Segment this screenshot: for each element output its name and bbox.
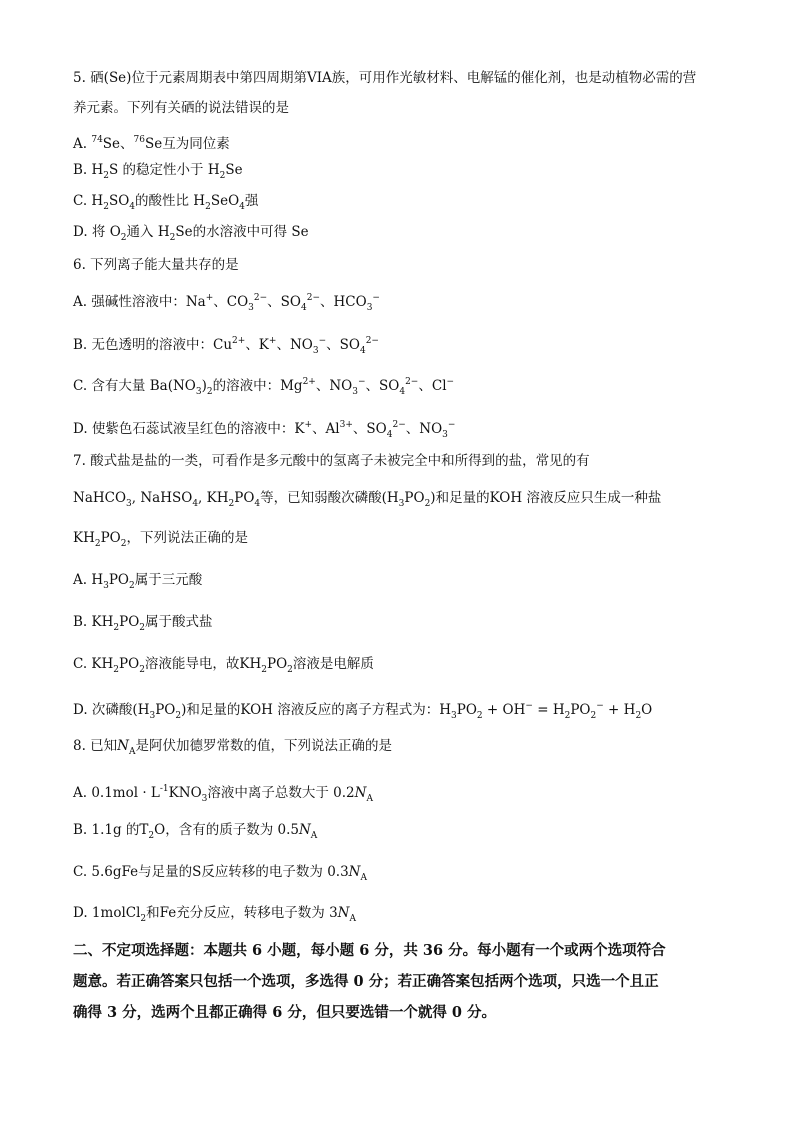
text-segment: Se、 (102, 136, 134, 152)
subscript: 2 (287, 665, 293, 675)
text-segment: A. 0.1mol · L (73, 785, 160, 801)
text-segment: 、Al (312, 421, 340, 437)
question-text-line (73, 373, 454, 401)
text-segment: 5. 硒(Se)位于元素周期表中第四周期第VIA族，可用作光敏材料、电解锰的催化剂，也是动植物必需的营 (73, 70, 697, 86)
subscript: 2 (120, 233, 127, 243)
text-segment: D. 使紫色石蕊试液呈红色的溶液中：K (73, 421, 305, 437)
text-segment: PO (404, 490, 425, 506)
superscript: 2− (365, 336, 379, 346)
question-text-line (73, 69, 696, 87)
text-segment: )和足量的KOH 溶液反应的离子方程式为：H (181, 702, 451, 718)
text-segment: 的溶液中：Mg (212, 378, 303, 394)
text-segment: PO (119, 656, 140, 672)
question-text-line (73, 416, 455, 444)
text-segment: B. H (73, 162, 104, 178)
superscript: -1 (159, 784, 169, 794)
question-text-line (73, 737, 392, 761)
section-instruction-line (73, 942, 666, 960)
text-segment: PO (108, 572, 129, 588)
question-text-line (73, 223, 309, 247)
text-segment: 强 (244, 193, 259, 209)
question-text-line (73, 332, 379, 360)
subscript: 2 (139, 623, 145, 633)
text-segment: N (337, 905, 350, 921)
subscript: 3 (451, 711, 457, 721)
text-segment: 和Fe充分反应，转移电子数为 3 (146, 905, 338, 921)
subscript: 4 (192, 499, 199, 509)
subscript: 3 (398, 499, 405, 509)
subscript: 3 (201, 794, 208, 804)
superscript: 2− (306, 293, 321, 303)
question-text-line (73, 161, 243, 185)
question-text-line (73, 192, 258, 216)
text-segment: S 的稳定性小于 H (109, 162, 220, 178)
question-text-line (73, 529, 248, 553)
text-segment: NaHCO (73, 490, 127, 506)
text-segment: 6. 下列离子能大量共存的是 (73, 257, 239, 273)
text-segment: C. H (73, 193, 104, 209)
subscript: 4 (239, 202, 245, 212)
subscript: 2 (120, 539, 127, 549)
subscript: 3 (103, 581, 109, 591)
superscript: + (205, 293, 214, 303)
superscript: 74 (91, 135, 103, 145)
subscript: 4 (301, 303, 307, 313)
question-text-line (73, 571, 202, 595)
text-segment: B. KH (73, 614, 114, 630)
superscript: 2+ (232, 336, 246, 346)
subscript: 2 (564, 711, 571, 721)
text-segment: 是阿伏加德罗常数的值，下列说法正确的是 (135, 738, 392, 754)
text-segment: O (641, 702, 653, 718)
subscript: A (310, 831, 318, 841)
text-segment: O，含有的质子数为 0.5 (154, 822, 299, 838)
text-segment: A. (73, 136, 92, 152)
superscript: − (357, 377, 366, 387)
subscript: 2 (228, 499, 235, 509)
question-text-line (73, 99, 289, 117)
subscript: 2 (424, 499, 431, 509)
text-segment: PO (267, 656, 288, 672)
text-segment: 属于三元酸 (134, 572, 203, 588)
subscript: 2 (139, 665, 145, 675)
subscript: 2 (169, 233, 176, 243)
subscript: A (128, 747, 136, 757)
text-segment: 养元素。下列有关硒的说法错误的是 (73, 100, 289, 116)
superscript: − (525, 701, 533, 711)
text-segment: 、Cl (418, 378, 447, 394)
subscript: 2 (476, 711, 483, 721)
question-text-line (73, 863, 367, 887)
subscript: 2 (206, 387, 213, 397)
subscript: 2 (635, 711, 642, 721)
text-segment: C. KH (73, 656, 114, 672)
text-segment: 8. 已知 (73, 738, 118, 754)
superscript: − (318, 336, 327, 346)
question-text-line (73, 697, 652, 725)
text-segment: 、HCO (320, 294, 367, 310)
text-segment: 、NO (276, 337, 313, 353)
subscript: 3 (149, 711, 156, 721)
text-segment: 属于酸式盐 (145, 614, 213, 630)
text-segment: PO (155, 702, 176, 718)
text-segment: 的酸性比 H (135, 193, 206, 209)
subscript: 2 (148, 831, 155, 841)
text-segment: D. 1molCl (73, 905, 141, 921)
text-segment: ，下列说法正确的是 (126, 530, 248, 546)
text-segment: 、NO (315, 378, 353, 394)
text-segment: N (354, 785, 367, 801)
subscript: A (349, 914, 356, 924)
subscript: 2 (175, 711, 182, 721)
text-segment: PO (570, 702, 591, 718)
text-segment: 溶液能导电，故KH (144, 656, 262, 672)
text-segment: B. 1.1g 的T (73, 822, 149, 838)
subscript: 3 (442, 430, 448, 440)
subscript: 2 (103, 171, 110, 181)
subscript: 4 (386, 430, 393, 440)
superscript: − (596, 701, 604, 711)
subscript: 2 (140, 914, 147, 924)
subscript: A (360, 873, 367, 883)
text-segment: C. 含有大量 Ba(NO (73, 378, 196, 394)
superscript: + (304, 420, 313, 430)
text-segment: = H (532, 702, 565, 718)
question-text-line (73, 655, 374, 679)
text-segment: 、CO (213, 294, 249, 310)
question-text-line (73, 452, 590, 470)
text-segment: PO (234, 490, 255, 506)
subscript: 2 (113, 623, 120, 633)
text-segment: 二、不定项选择题：本题共 6 小题，每小题 6 分，共 36 分。每小题有一个或两个选项符合 (73, 942, 666, 959)
subscript: 2 (113, 665, 120, 675)
superscript: − (447, 420, 456, 430)
text-segment: 溶液中离子总数大于 0.2 (207, 785, 355, 801)
text-segment: KNO (168, 785, 202, 801)
text-segment: + H (603, 702, 636, 718)
text-segment: PO (100, 530, 121, 546)
text-segment: 、SO (352, 421, 387, 437)
question-text-line (73, 613, 213, 637)
question-text-line (73, 489, 661, 513)
text-segment: N (117, 738, 129, 754)
text-segment: 等，已知弱酸次磷酸(H (260, 490, 399, 506)
text-segment: Se的水溶液中可得 Se (175, 224, 309, 240)
superscript: − (372, 293, 380, 303)
text-segment: , NaHSO (131, 490, 193, 506)
question-text-line (73, 131, 230, 153)
subscript: 2 (205, 202, 211, 212)
text-segment: A. 强碱性溶液中：Na (73, 294, 206, 310)
text-segment: )和足量的KOH 溶液反应只生成一种盐 (430, 490, 662, 506)
subscript: 4 (399, 387, 406, 397)
section-instruction-line (73, 973, 659, 991)
subscript: 2 (103, 202, 109, 212)
text-segment: KH (73, 530, 95, 546)
question-text-line (73, 904, 356, 928)
subscript: 2 (590, 711, 597, 721)
subscript: 2 (129, 581, 135, 591)
text-segment: 、SO (326, 337, 360, 353)
subscript: 2 (261, 665, 268, 675)
text-segment: 题意。若正确答案只包括一个选项，多选得 0 分；若正确答案包括两个选项，只选一个且正 (73, 973, 659, 990)
text-segment: 、SO (365, 378, 400, 394)
subscript: 3 (312, 346, 319, 356)
text-segment: 7. 酸式盐是盐的一类，可看作是多元酸中的氢离子未被完全中和所得到的盐，常见的有 (73, 453, 590, 469)
subscript: 4 (359, 346, 366, 356)
text-segment: N (348, 864, 361, 880)
subscript: 3 (126, 499, 132, 509)
superscript: 2− (253, 293, 268, 303)
text-segment: + OH (482, 702, 526, 718)
text-segment: 、K (245, 337, 269, 353)
text-segment: Se互为同位素 (145, 136, 230, 152)
subscript: A (366, 794, 373, 804)
text-segment: Se (225, 162, 243, 178)
text-segment: 、NO (405, 421, 443, 437)
subscript: 2 (219, 171, 226, 181)
superscript: 3+ (339, 420, 353, 430)
question-text-line (73, 780, 373, 808)
text-segment: A. H (73, 572, 104, 588)
text-segment: PO (119, 614, 140, 630)
text-segment: SeO (210, 193, 240, 209)
text-segment: PO (456, 702, 477, 718)
superscript: 2− (405, 377, 419, 387)
text-segment: 确得 3 分，选两个且都正确得 6 分，但只要选错一个就得 0 分。 (73, 1004, 497, 1021)
superscript: 76 (133, 135, 145, 145)
superscript: + (268, 336, 277, 346)
text-segment: N (298, 822, 311, 838)
text-segment: D. 次磷酸(H (73, 702, 150, 718)
subscript: 4 (254, 499, 261, 509)
subscript: 3 (366, 303, 373, 313)
text-segment: , KH (198, 490, 229, 506)
subscript: 2 (94, 539, 101, 549)
subscript: 4 (129, 202, 136, 212)
subscript: 3 (352, 387, 358, 397)
text-segment: SO (108, 193, 130, 209)
superscript: − (446, 377, 455, 387)
text-segment: 、SO (267, 294, 301, 310)
section-instruction-line (73, 1004, 496, 1022)
text-segment: 溶液是电解质 (292, 656, 374, 672)
question-text-line (73, 256, 239, 274)
text-segment: D. 将 O (73, 224, 121, 240)
text-segment: B. 无色透明的溶液中：Cu (73, 337, 233, 353)
superscript: 2− (392, 420, 406, 430)
question-text-line (73, 289, 380, 317)
text-segment: 通入 H (126, 224, 170, 240)
subscript: 3 (195, 387, 202, 397)
text-segment: ) (201, 378, 207, 394)
text-segment: C. 5.6gFe与足量的S反应转移的电子数为 0.3 (73, 864, 349, 880)
question-text-line (73, 821, 317, 845)
superscript: 2+ (302, 377, 316, 387)
subscript: 3 (248, 303, 254, 313)
